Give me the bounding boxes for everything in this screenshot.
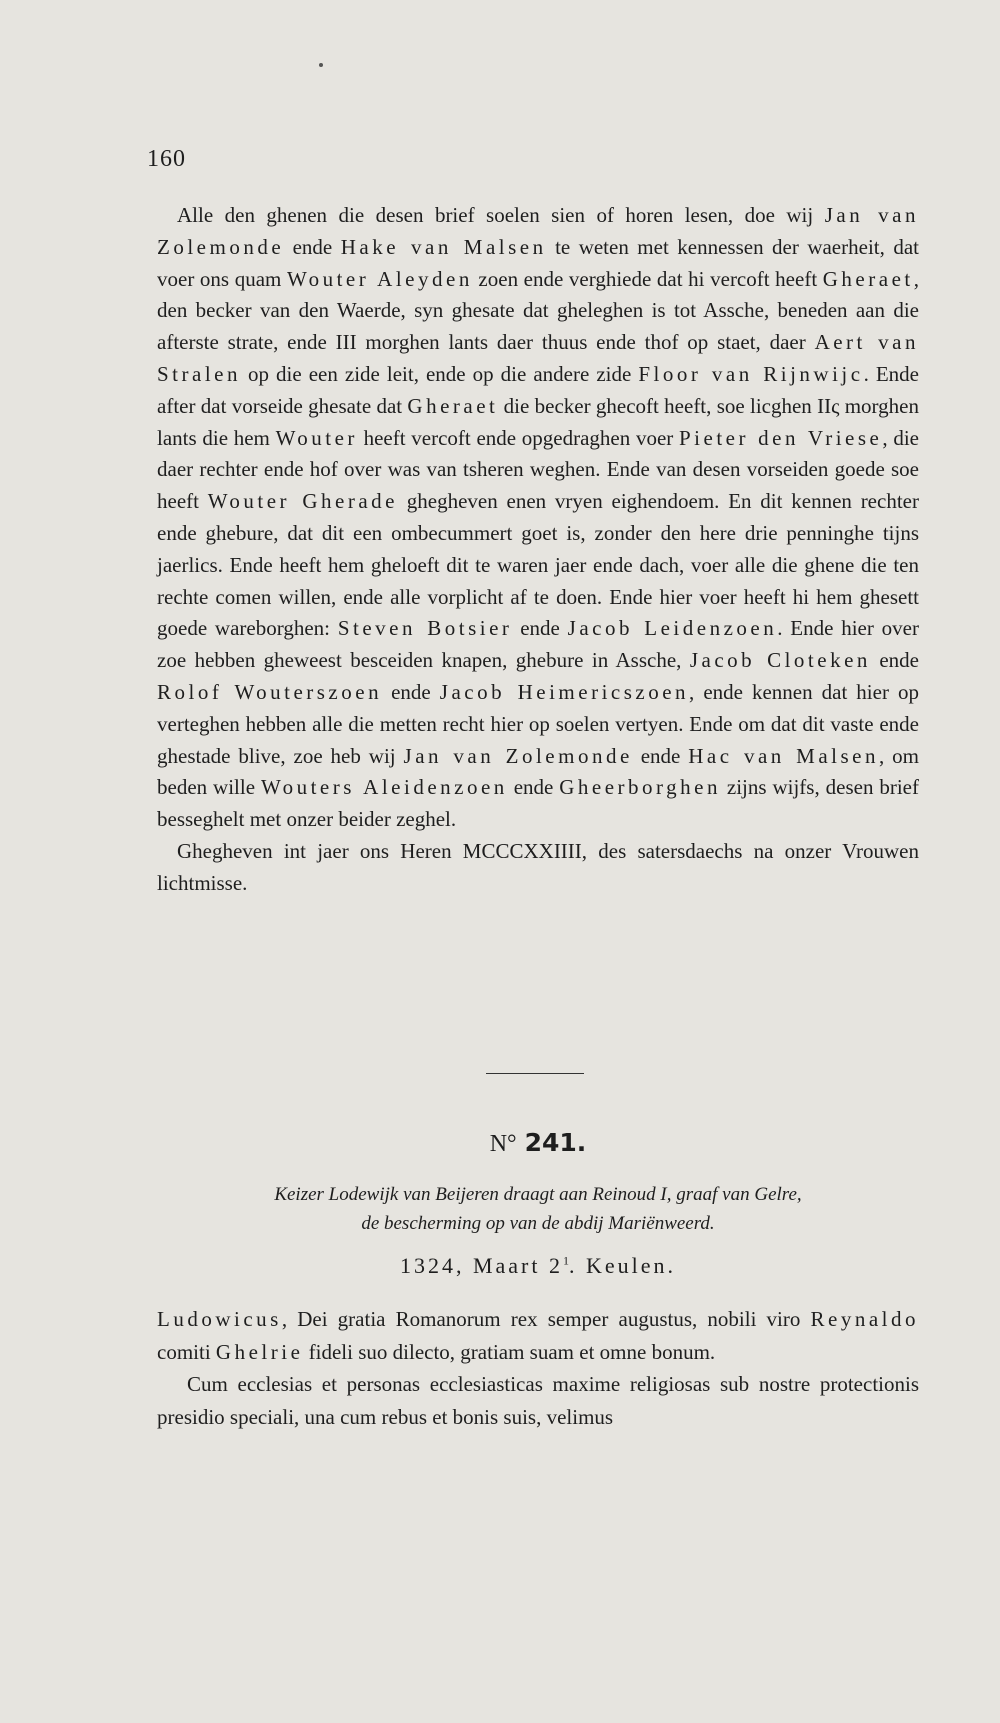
document-dateline [157,1253,919,1279]
person-name: Hac van Malsen [688,743,880,768]
person-name: Jacob Cloteken [689,648,871,673]
person-name: Wouter Gherade [207,489,398,514]
person-name: Pieter den Vriese [678,425,883,450]
text-run: ende [382,679,440,704]
text-run: fideli suo dilecto, gratiam suam et omne bonum. [303,1339,716,1364]
print-speck [319,63,323,67]
charter-paragraph [157,200,919,836]
number-value: 241. [524,1128,587,1157]
dating-clause: Ghegheven int jaer ons Heren MCCCXXIIII, des satersdaechs na onzer Vrouwen lichtmisse. [157,838,919,895]
text-run: zoen ende verghiede dat hi vercoft heeft [472,266,823,291]
person-name: Jan van Zolemonde [157,203,919,259]
person-name: Gheerborghen [559,775,721,800]
person-name: Rolof Wouterszoen [157,679,383,704]
charter-text [157,200,919,900]
text-run: ende [632,743,689,768]
person-name: Gheraet [822,266,914,291]
person-name: Jacob Leidenzoen [567,616,778,641]
date-place: . Keulen. [569,1253,677,1278]
latin-text [157,1303,919,1433]
text-run: . Ende hier over zoe hebben gheweest besceiden knapen, ghebure in Assche, [157,616,919,673]
latin-paragraph [157,1303,919,1368]
person-name: Aert van Stralen [157,330,920,386]
text-run: ende [870,648,919,673]
text-run: . Ende after dat vorseide ghesate dat [157,361,919,418]
text-run: , den becker van den Waerde, syn ghesate dat gheleghen is tot Assche, beneden aan die afterste strate, ende III morghen lants daer thuus ende thof op staet, daer [157,266,919,355]
place-name: Ghelrie [215,1339,304,1364]
text-run: , om beden wille [157,743,920,800]
text-run: comiti [157,1339,216,1364]
person-name: Steven Botsier [337,616,513,641]
person-name: Ludowicus [157,1307,282,1331]
person-name: Gheraet [407,393,499,418]
person-name: Hake van Malsen [340,234,547,259]
text-run: ende [507,775,560,800]
text-run: , ende kennen dat hier op verteghen hebben alle die metten recht hier op soelen vertyen. Ende om dat dit vaste ende ghestade blive, zoe heb wij [157,679,919,768]
text-run: zijns wijfs, desen brief besseghelt met onzer beider zeghel. [157,775,919,832]
text-run: ende [512,616,568,641]
person-name: Wouters Aleidenzoen [260,775,508,800]
footnote-marker: 1 [563,1253,569,1268]
person-name: Wouter Aleyden [286,266,473,291]
text-run: die becker ghecoft heeft, soe licghen IIς morghen lants die hem [157,393,919,450]
number-sign: N° [489,1131,517,1157]
page-number: 160 [147,146,186,172]
text-run: , Dei gratia Romanorum rex semper augustus, nobili viro [281,1307,811,1331]
text-run: ende [284,234,341,259]
text-run: op die een zide leit, ende op die andere zide [240,361,639,386]
section-divider [486,1073,584,1074]
summary-line: de bescherming op van de abdij Mariënweerd. [361,1213,715,1234]
person-name: Jan van Zolemonde [403,743,633,768]
person-name: Floor van Rijnwijc [638,361,864,386]
summary-line: Keizer Lodewijk van Beijeren draagt aan Reinoud I, graaf van Gelre, [274,1184,802,1205]
document-summary [157,1180,919,1238]
latin-paragraph: Cum ecclesias et personas ecclesiasticas maxime religiosas sub nostre protectionis presidio speciali, una cum rebus et bonis suis, velimus [157,1372,919,1429]
text-run: te weten met kennessen der waerheit, dat voer ons quam [157,234,919,291]
document-number [157,1128,919,1158]
person-name: Reynaldo [810,1307,919,1331]
text-run: , die daer rechter ende hof over was van tsheren weghen. Ende van desen vorseiden goede soe heeft [157,425,919,514]
text-run: Alle den ghenen die desen brief soelen sien of horen lesen, doe wij [177,203,825,227]
text-run: heeft vercoft ende opgedraghen voer [357,425,679,450]
person-name: Wouter [275,425,358,450]
text-run: ghegheven enen vryen eighendoem. En dit kennen rechter ende ghebure, dat dit een ombecummert goet is, zonder den here drie penninghe tijns jaerlics. Ende heeft hem gheloeft dit te waren jaer ende dach, voer alle die ghene die ten rechte comen willen, ende alle vorplicht af te doen. Ende hier voer heeft hi hem ghesett goede wareborghen: [157,489,919,641]
person-name: Jacob Heimericszoen [439,679,690,704]
date-text: 1324, Maart 2 [399,1253,563,1278]
